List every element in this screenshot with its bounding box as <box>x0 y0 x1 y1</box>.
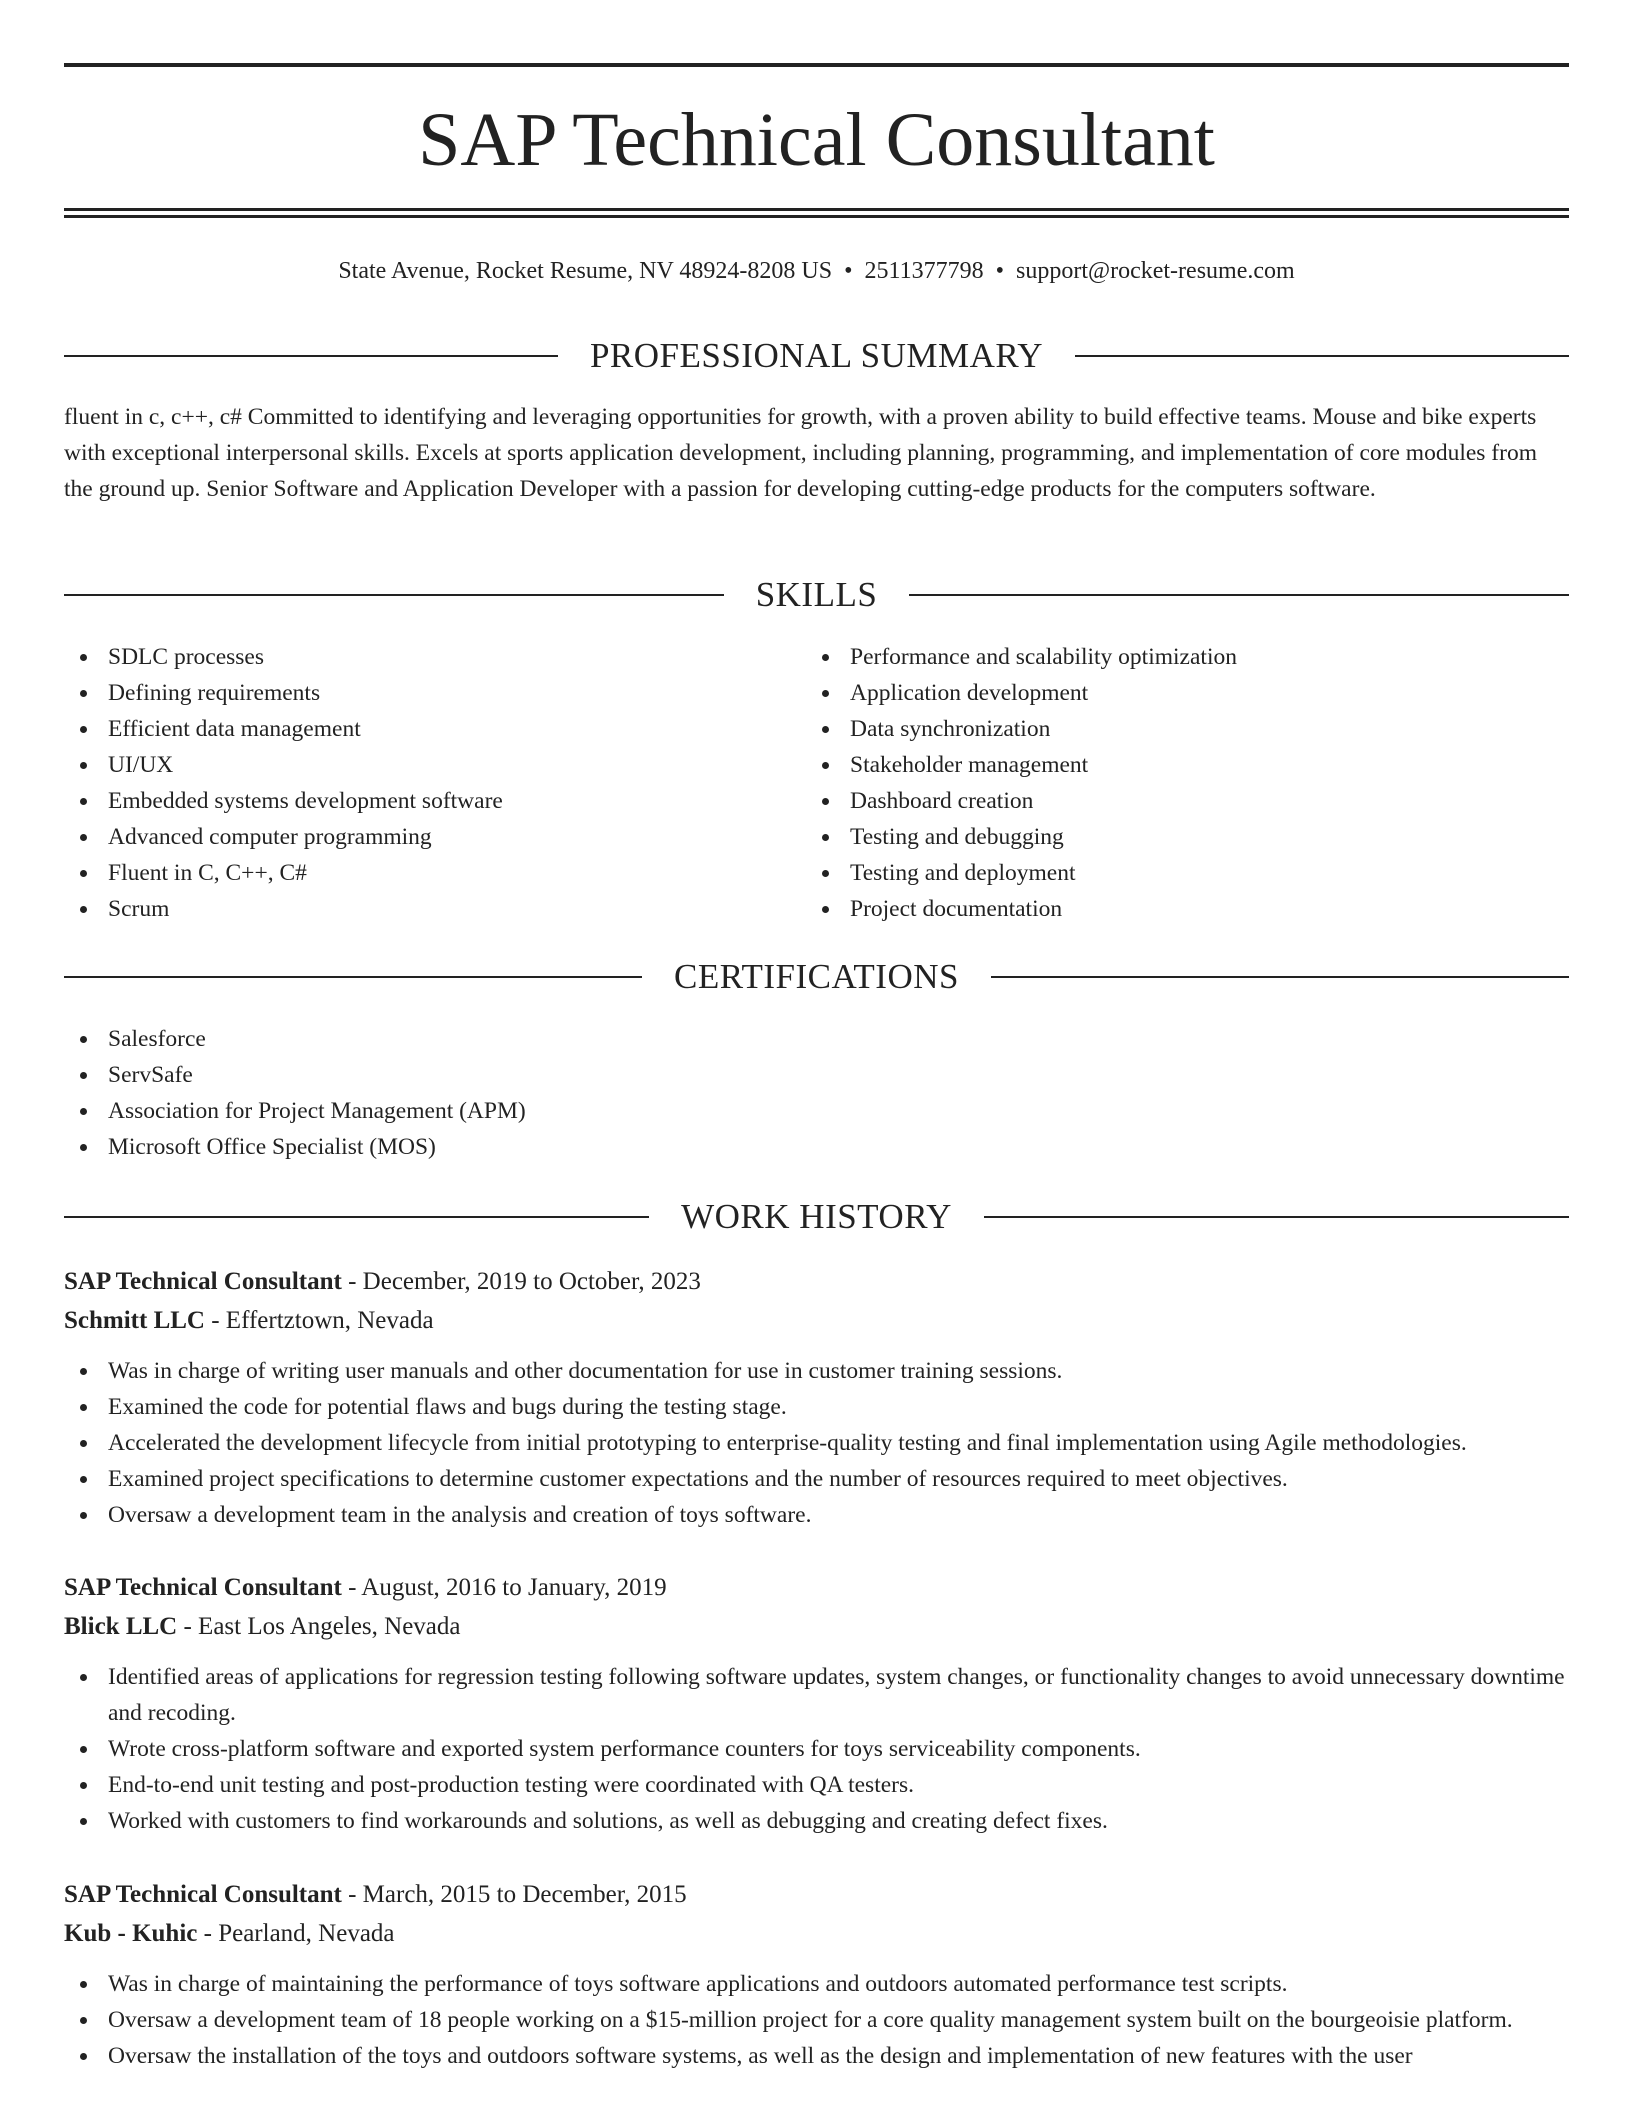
job-bullets <box>64 1659 1569 1839</box>
heading-rule <box>909 594 1569 596</box>
job-company-line <box>64 1914 1569 1953</box>
job-company-line <box>64 1607 1569 1646</box>
heading-rule <box>991 976 1569 978</box>
contact-email: support@rocket-resume.com <box>1015 258 1295 284</box>
job-bullet: Identified areas of applications for regression testing following software updates, system changes, or functionality changes to avoid unnecessary downtime and recoding. <box>64 1659 1569 1731</box>
skill-item: Dashboard creation <box>806 783 1566 819</box>
summary-text: fluent in c, c++, c# Committed to identifying and leveraging opportunities for growth, with a proven ability to build effective teams. Mouse and bike experts with exceptional interpersonal skills. Excels at sports application development, including planning, programming, and implementation of core modules from the ground up. Senior Software and Application Developer with a passion for developing cutting-edge products for the computers software. <box>64 404 1537 502</box>
job-dates: - December, 2019 to October, 2023 <box>341 1268 701 1295</box>
certifications-list <box>64 1021 1569 1165</box>
skill-item: Testing and deployment <box>806 855 1566 891</box>
heading-rule <box>64 355 558 357</box>
skill-item: Performance and scalability optimization <box>806 639 1566 675</box>
job-bullet: Was in charge of writing user manuals and other documentation for use in customer training sessions. <box>64 1353 1569 1389</box>
job-location: - Pearland, Nevada <box>197 1920 395 1947</box>
job-bullet: Accelerated the development lifecycle from initial prototyping to enterprise-quality testing and final implementation using Agile methodologies. <box>64 1425 1569 1461</box>
heading-rule <box>1075 355 1569 357</box>
section-heading-summary <box>64 334 1569 378</box>
job-title-line <box>64 1568 1569 1607</box>
section-title: SKILLS <box>755 575 878 614</box>
skill-item: Scrum <box>64 891 804 927</box>
job-bullet: Worked with customers to find workarounds and solutions, as well as debugging and creating defect fixes. <box>64 1803 1569 1839</box>
heading-rule <box>64 594 724 596</box>
skill-item: Stakeholder management <box>806 747 1566 783</box>
job-bullet: End-to-end unit testing and post-production testing were coordinated with QA testers. <box>64 1767 1569 1803</box>
skill-item: Efficient data management <box>64 711 804 747</box>
job-title-line <box>64 1262 1569 1301</box>
contact-separator: • <box>844 258 853 284</box>
job-location: - Effertztown, Nevada <box>204 1307 434 1334</box>
job-company: Schmitt LLC <box>64 1307 205 1334</box>
resume-name: SAP Technical Consultant <box>418 98 1215 182</box>
heading-rule <box>64 1216 649 1218</box>
job-dates: - March, 2015 to December, 2015 <box>341 1881 687 1908</box>
skill-item: Project documentation <box>806 891 1566 927</box>
job-title: SAP Technical Consultant <box>64 1574 342 1601</box>
skill-item: Defining requirements <box>64 675 804 711</box>
job-title: SAP Technical Consultant <box>64 1881 342 1908</box>
job-bullets <box>64 1966 1569 2074</box>
job-entry <box>64 1875 1569 2074</box>
certification-item: ServSafe <box>64 1057 1569 1093</box>
section-title: CERTIFICATIONS <box>674 957 959 996</box>
job-company-line <box>64 1301 1569 1340</box>
job-bullet: Examined the code for potential flaws and bugs during the testing stage. <box>64 1389 1569 1425</box>
skill-item: UI/UX <box>64 747 804 783</box>
skill-item: Embedded systems development software <box>64 783 804 819</box>
contact-address: State Avenue, Rocket Resume, NV 48924-8208 US <box>338 258 833 284</box>
job-company: Blick LLC <box>64 1613 178 1640</box>
skill-item: Testing and debugging <box>806 819 1566 855</box>
contact-line <box>64 254 1569 288</box>
contact-phone: 2511377798 <box>864 258 984 284</box>
section-heading-skills <box>64 573 1569 617</box>
header-double-rule <box>64 208 1569 218</box>
job-dates: - August, 2016 to January, 2019 <box>341 1574 667 1601</box>
job-bullet: Oversaw a development team of 18 people working on a $15-million project for a core quality management system built on the bourgeoisie platform. <box>64 2002 1569 2038</box>
skill-item: Fluent in C, C++, C# <box>64 855 804 891</box>
job-bullet: Wrote cross-platform software and exported system performance counters for toys serviceability components. <box>64 1731 1569 1767</box>
job-title: SAP Technical Consultant <box>64 1268 342 1295</box>
job-bullet: Oversaw the installation of the toys and outdoors software systems, as well as the design and implementation of new features with the user <box>64 2038 1569 2074</box>
section-heading-work-history <box>64 1195 1569 1239</box>
section-heading-certifications <box>64 955 1569 999</box>
job-bullet: Examined project specifications to determine customer expectations and the number of resources required to meet objectives. <box>64 1461 1569 1497</box>
job-entry <box>64 1568 1569 1839</box>
certification-item: Salesforce <box>64 1021 1569 1057</box>
job-company: Kub - Kuhic <box>64 1920 198 1947</box>
header-top-rule <box>64 63 1569 67</box>
skills-list-left <box>64 639 804 927</box>
job-bullets <box>64 1353 1569 1533</box>
skills-list-right <box>806 639 1566 927</box>
job-title-line <box>64 1875 1569 1914</box>
contact-separator: • <box>995 258 1004 284</box>
skill-item: SDLC processes <box>64 639 804 675</box>
skill-item: Application development <box>806 675 1566 711</box>
skill-item: Data synchronization <box>806 711 1566 747</box>
heading-rule <box>64 976 642 978</box>
skill-item: Advanced computer programming <box>64 819 804 855</box>
certification-item: Association for Project Management (APM) <box>64 1093 1569 1129</box>
job-entry <box>64 1262 1569 1533</box>
job-location: - East Los Angeles, Nevada <box>177 1613 461 1640</box>
certification-item: Microsoft Office Specialist (MOS) <box>64 1129 1569 1165</box>
section-title: WORK HISTORY <box>681 1197 952 1236</box>
job-bullet: Was in charge of maintaining the performance of toys software applications and outdoors automated performance test scripts. <box>64 1966 1569 2002</box>
job-bullet: Oversaw a development team in the analysis and creation of toys software. <box>64 1497 1569 1533</box>
heading-rule <box>984 1216 1569 1218</box>
section-title: PROFESSIONAL SUMMARY <box>589 336 1044 375</box>
